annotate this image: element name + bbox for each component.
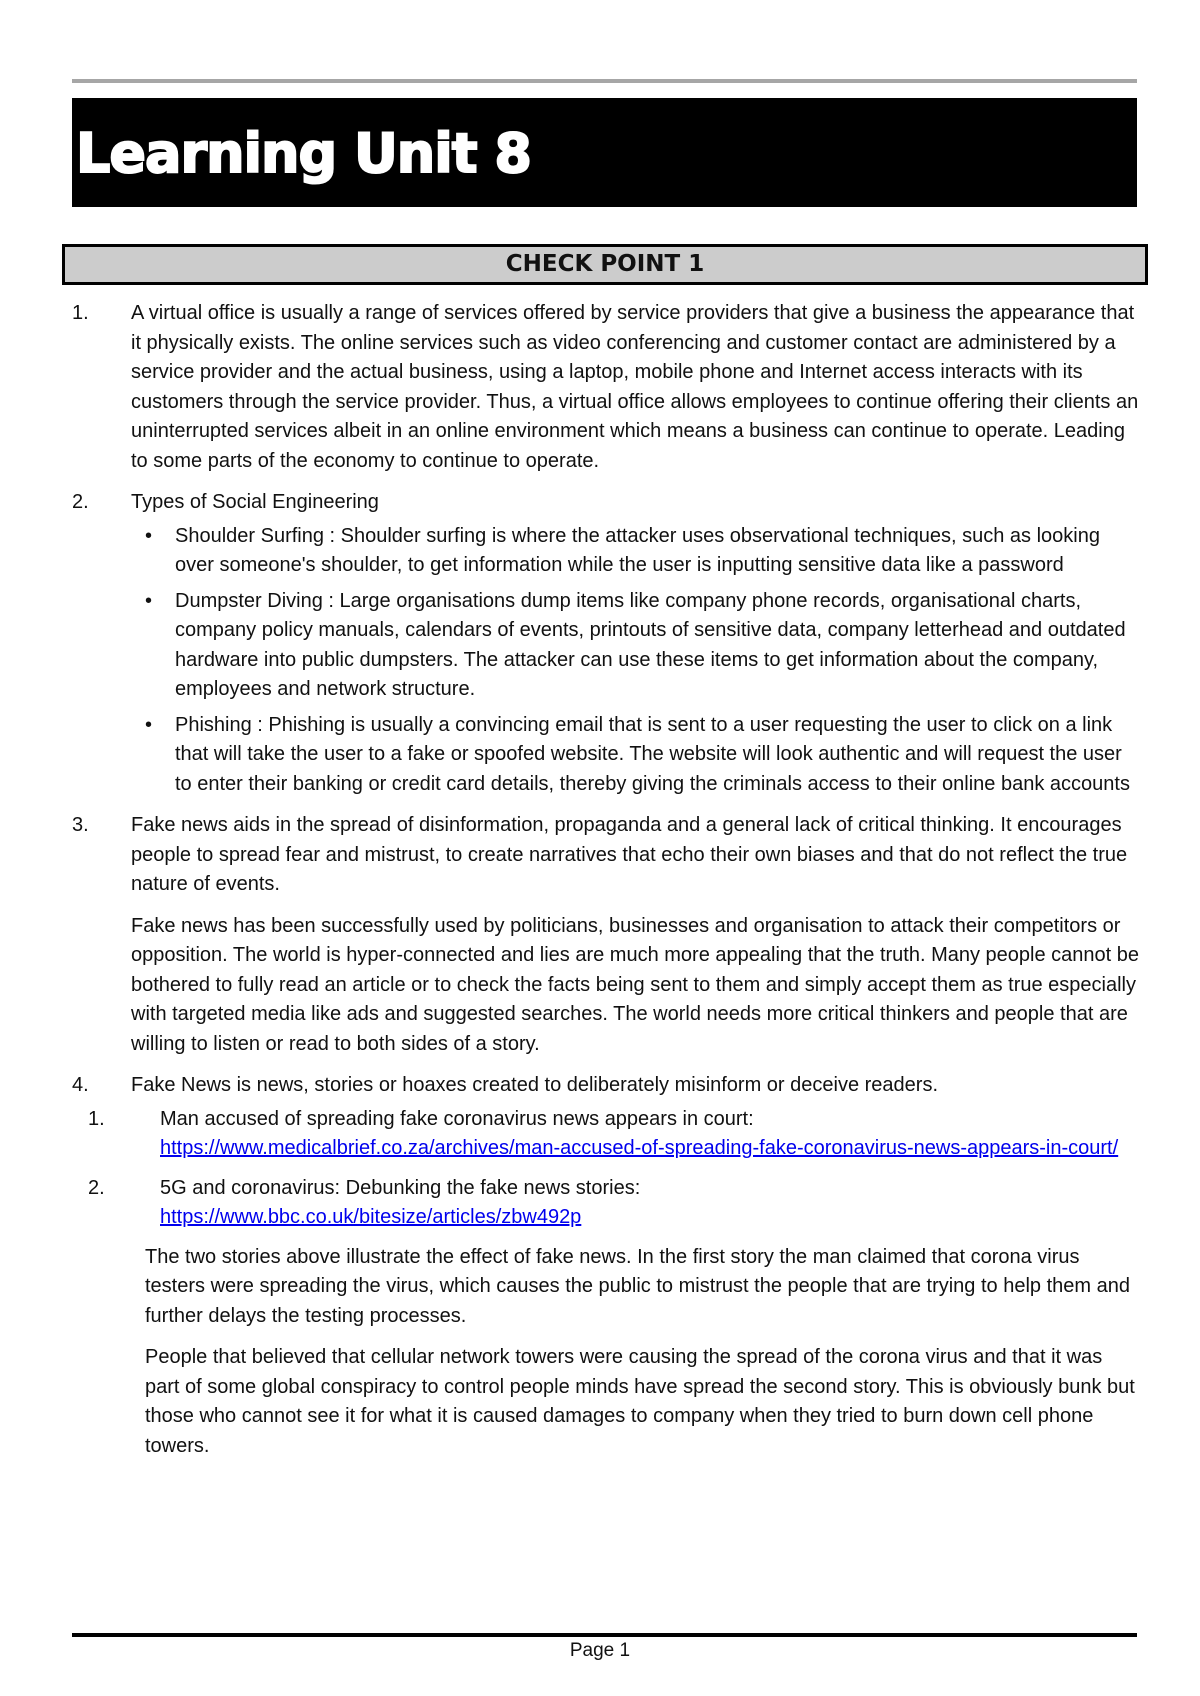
answer-text: Fake news has been successfully used by politicians, businesses and organisation to attack their competitors or opposition. The world is hyper-connected and lies are much more appealing that the truth. Many people cannot be bothered to fully read an article or to check the facts being sent to them and simply accept them as true especially with targeted media like ads and suggested searches. The world needs more critical thinkers and people that are willing to listen or read to both sides of a story. <box>131 914 1140 1055</box>
answer-2 <box>72 488 1142 799</box>
sub-number: 1. <box>88 1107 105 1130</box>
footer-rule <box>72 1633 1137 1637</box>
answer-text: Types of Social Engineering <box>131 491 379 513</box>
list-item <box>131 711 1142 800</box>
answer-text: A virtual office is usually a range of services offered by service providers that give a business the appearance that it physically exists. The online services such as video conferencing and customer contact are administered by a service provider and the actual business, using a laptop, mobile phone and Internet access interacts with its customers through the service provider. Thus, a virtual office allows employees to continue offering their clients an uninterrupted services albeit in an online environment which means a business can continue to operate. Leading to some parts of the economy to continue to operate. <box>131 302 1139 472</box>
answer-text: People that believed that cellular network towers were causing the spread of the corona virus and that it was part of some global conspiracy to control people minds have spread the second story. This is obviously bunk but those who cannot see it for what it is caused damages to company when they tried to burn down cell phone towers. <box>145 1346 1135 1457</box>
sub-list <box>72 1105 1142 1233</box>
item-number: 4. <box>72 1074 89 1096</box>
list-item <box>131 587 1142 705</box>
bullet-text: Shoulder Surfing : Shoulder surfing is where the attacker uses observational techniques, such as looking over someone's shoulder, to get information while the user is inputting sensitive data like a password <box>175 524 1100 576</box>
sub-text: Man accused of spreading fake coronavirus news appears in court: <box>160 1107 754 1130</box>
answer-text: Fake News is news, stories or hoaxes created to deliberately misinform or deceive readers. <box>131 1074 939 1096</box>
bullet-icon: • <box>145 713 153 736</box>
list-item <box>72 1105 1142 1164</box>
answer-text: The two stories above illustrate the effect of fake news. In the first story the man claimed that corona virus testers were spreading the virus, which causes the public to mistrust the people that are trying to help them and further delays the testing processes. <box>145 1245 1130 1327</box>
top-rule <box>72 79 1137 83</box>
item-number: 3. <box>72 814 89 836</box>
bullet-text: Phishing : Phishing is usually a convincing email that is sent to a user requesting the user to click on a link that will take the user to a fake or spoofed website. The website will look authentic and will request the user to enter their banking or credit card details, thereby giving the criminals access to their online bank accounts <box>175 713 1130 795</box>
item-number: 2. <box>72 491 89 513</box>
list-item <box>131 522 1142 581</box>
answer-1 <box>72 299 1142 476</box>
answer-3 <box>72 811 1142 1059</box>
bullet-icon: • <box>145 524 153 547</box>
item-number: 1. <box>72 302 89 324</box>
answers <box>72 299 1142 1473</box>
bullet-text: Dumpster Diving : Large organisations dump items like company phone records, organisational charts, company policy manuals, calendars of events, printouts of sensitive data, company letterhead and outdated hardware into public dumpsters. The attacker can use these items to get information about the company, employees and network structure. <box>175 589 1126 700</box>
page-title: Learning Unit 8 <box>76 122 531 185</box>
answer-text: Fake news aids in the spread of disinformation, propaganda and a general lack of critical thinking. It encourages people to spread fear and mistrust, to create narratives that echo their own biases and that do not reflect the true nature of events. <box>131 814 1128 895</box>
answer-4 <box>72 1071 1142 1461</box>
article-link[interactable]: https://www.bbc.co.uk/bitesize/articles/zbw492p <box>160 1206 582 1228</box>
bullet-icon: • <box>145 589 153 612</box>
title-banner <box>72 98 1137 207</box>
sub-text: 5G and coronavirus: Debunking the fake news stories: <box>160 1176 641 1199</box>
checkpoint-title: CHECK POINT 1 <box>505 251 705 277</box>
article-link[interactable]: https://www.medicalbrief.co.za/archives/man-accused-of-spreading-fake-coronavirus-news-appears-in-court/ <box>160 1137 1119 1159</box>
page-number: Page 1 <box>569 1640 631 1661</box>
list-item <box>72 1174 1142 1233</box>
checkpoint-banner <box>62 244 1148 285</box>
sub-number: 2. <box>88 1176 105 1199</box>
bullet-list <box>131 522 1142 800</box>
